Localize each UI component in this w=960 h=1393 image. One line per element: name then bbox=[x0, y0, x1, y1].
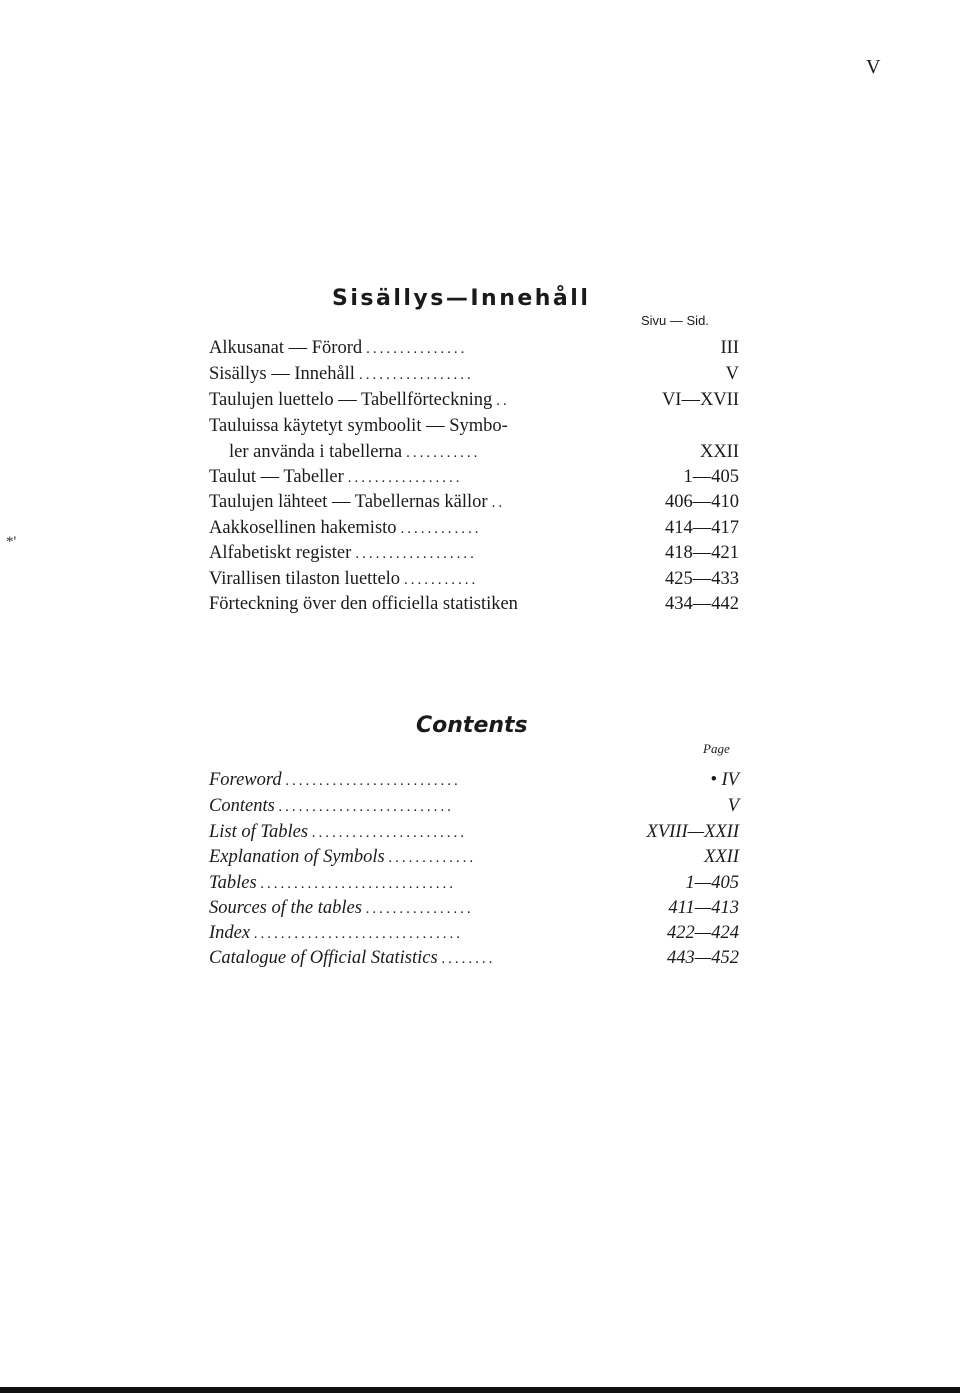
entry-page: 406—410 bbox=[665, 492, 739, 512]
entry-text: Tauluissa käytetyt symboolit — Symbo- bbox=[209, 416, 508, 436]
toc-entry bbox=[209, 338, 739, 364]
toc-entry bbox=[209, 364, 739, 390]
entry-page: 422—424 bbox=[667, 923, 739, 943]
entry-page: 1—405 bbox=[685, 873, 739, 893]
dot-leader: .................. bbox=[355, 546, 477, 562]
toc-entry bbox=[229, 442, 739, 468]
page-label: Page bbox=[703, 741, 730, 756]
entry-page: 434—442 bbox=[665, 594, 739, 614]
dot-leader: .......................... bbox=[285, 773, 462, 789]
toc-entry bbox=[209, 822, 739, 848]
entry-text: List of Tables bbox=[209, 822, 309, 842]
entry-text: Aakkosellinen hakemisto bbox=[209, 518, 397, 538]
entry-text: Sources of the tables bbox=[209, 898, 362, 918]
entry-text: Index bbox=[209, 923, 251, 943]
page-column-header: Sivu — Sid. bbox=[641, 313, 709, 328]
entry-text: Alfabetiskt register bbox=[209, 543, 352, 563]
dot-leader: ............... bbox=[366, 341, 468, 357]
dot-leader: ................. bbox=[358, 367, 474, 383]
toc-entry bbox=[209, 948, 739, 974]
margin-mark: *' bbox=[6, 534, 17, 550]
toc-entry bbox=[209, 569, 739, 595]
entry-page: VI—XVII bbox=[661, 390, 739, 410]
entry-page: 425—433 bbox=[665, 569, 739, 589]
toc-entry bbox=[209, 923, 739, 949]
toc-entry bbox=[209, 390, 739, 416]
entry-text: Förteckning över den officiella statistiken bbox=[209, 594, 518, 614]
toc-entry bbox=[209, 492, 739, 518]
dot-leader: ............................... bbox=[254, 926, 464, 942]
entry-text: Tables bbox=[209, 873, 257, 893]
entry-page: III bbox=[720, 338, 739, 358]
entry-page: 443—452 bbox=[667, 948, 739, 968]
dot-leader: ............ bbox=[400, 521, 482, 537]
dot-leader: ................. bbox=[347, 470, 463, 486]
english-toc-title: Contents bbox=[416, 713, 528, 738]
toc-entry bbox=[209, 873, 739, 899]
dot-leader: ............................. bbox=[260, 876, 457, 892]
dot-leader: ....................... bbox=[312, 825, 468, 841]
dot-leader: .......................... bbox=[278, 799, 455, 815]
entry-text: Sisällys — Innehåll bbox=[209, 364, 355, 384]
entry-text: Explanation of Symbols bbox=[209, 847, 385, 867]
dot-leader: ............. bbox=[388, 850, 477, 866]
toc-entry bbox=[209, 770, 739, 796]
toc-entry bbox=[209, 847, 739, 873]
entry-page: 414—417 bbox=[665, 518, 739, 538]
entry-page: XVIII—XXII bbox=[646, 822, 739, 842]
entry-page: XXII bbox=[704, 847, 739, 867]
entry-text: Foreword bbox=[209, 770, 282, 790]
toc-entry bbox=[209, 796, 739, 822]
entry-text: Alkusanat — Förord bbox=[209, 338, 363, 358]
page-number: V bbox=[866, 56, 881, 78]
dot-leader: ........... bbox=[404, 572, 479, 588]
entry-page: XXII bbox=[699, 442, 739, 462]
entry-text: Taulujen lähteet — Tabellernas källor bbox=[209, 492, 488, 512]
entry-text: Contents bbox=[209, 796, 275, 816]
toc-entry bbox=[209, 898, 739, 924]
entry-page: 1—405 bbox=[683, 467, 739, 487]
bottom-border-rule bbox=[0, 1387, 960, 1393]
entry-text: Virallisen tilaston luettelo bbox=[209, 569, 401, 589]
dot-leader: .. bbox=[491, 495, 506, 511]
entry-page: 411—413 bbox=[668, 898, 739, 918]
entry-text: Taulujen luettelo — Tabellförteckning bbox=[209, 390, 493, 410]
dot-leader: ........... bbox=[406, 445, 481, 461]
toc-entry bbox=[209, 416, 739, 442]
dot-leader: .. bbox=[496, 393, 510, 409]
entry-page: • IV bbox=[710, 770, 739, 790]
entry-text: Catalogue of Official Statistics bbox=[209, 948, 438, 968]
entry-text: ler använda i tabellerna bbox=[229, 442, 403, 462]
entry-page: 418—421 bbox=[665, 543, 739, 563]
entry-text: Taulut — Tabeller bbox=[209, 467, 344, 487]
dot-leader: ................ bbox=[365, 901, 474, 917]
toc-entry bbox=[209, 594, 739, 620]
toc-entry bbox=[209, 543, 739, 569]
dot-leader: ........ bbox=[441, 951, 496, 967]
swedish-toc-title: Sisällys—Innehåll bbox=[332, 286, 591, 311]
toc-entry bbox=[209, 518, 739, 544]
entry-page: V bbox=[725, 364, 739, 384]
entry-page: V bbox=[727, 796, 739, 816]
toc-entry bbox=[209, 467, 739, 493]
